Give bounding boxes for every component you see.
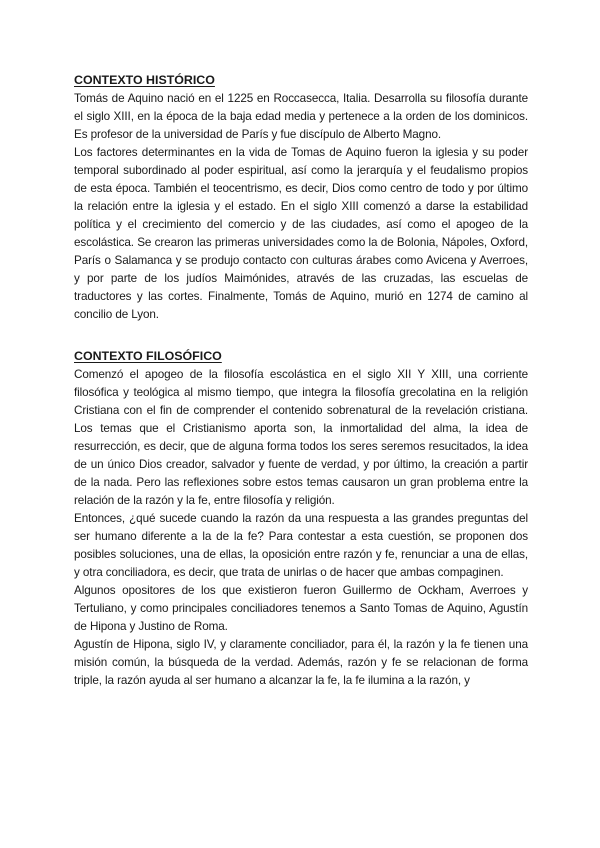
paragraph: Algunos opositores de los que existieron fueron Guillermo de Ockham, Averroes y Tertuliano, y como principales conciliadores tenemos a Santo Tomas de Aquino, Agustín de Hipona y Justino de Roma. xyxy=(74,584,528,633)
section-philosophical-context xyxy=(74,348,528,690)
section-historical-context xyxy=(74,72,528,324)
paragraph: Tomás de Aquino nació en el 1225 en Roccasecca, Italia. Desarrolla su filosofía durante el siglo XIII, en la época de la baja edad media y pertenece a la orden de los dominicos. Es profesor de la universidad de París y fue discípulo de Alberto Magno. xyxy=(74,92,528,141)
paragraph: Los factores determinantes en la vida de Tomas de Aquino fueron la iglesia y su poder temporal subordinado al poder espiritual, así como la jerarquía y el feudalismo propios de esta época. También el teocentrismo, es decir, Dios como centro de todo y por último la relación entre la iglesia y el estado. En el siglo XIII comenzó a darse la estabilidad política y el crecimiento del comercio y de las ciudades, así como el apogeo de la escolástica. Se crearon las primeras universidades como la de Bolonia, Nápoles, Oxford, París o Salamanca y se produjo contacto con culturas árabes como Avicena y Averroes, y por parte de los judíos Maimónides, através de las cruzadas, las escuelas de traductores y las cortes. Finalmente, Tomás de Aquino, murió en 1274 de camino al concilio de Lyon. xyxy=(74,146,528,321)
paragraph: Agustín de Hipona, siglo IV, y claramente conciliador, para él, la razón y la fe tienen una misión común, la búsqueda de la verdad. Además, razón y fe se relacionan de forma triple, la razón ayuda al ser humano a alcanzar la fe, la fe ilumina a la razón, y xyxy=(74,638,528,687)
section-heading: CONTEXTO HISTÓRICO xyxy=(74,73,215,87)
paragraph: Entonces, ¿qué sucede cuando la razón da una respuesta a las grandes preguntas del ser humano diferente a la de la fe? Para contestar a esta cuestión, se proponen dos posibles soluciones, una de ellas, la oposición entre razón y fe, renunciar a una de ellas, y otra conciliadora, es decir, que trata de unirlas o de hacer que ambas compaginen. xyxy=(74,512,528,579)
section-heading: CONTEXTO FILOSÓFICO xyxy=(74,349,222,363)
paragraph: Comenzó el apogeo de la filosofía escolástica en el siglo XII Y XIII, una corriente filosófica y teológica al mismo tiempo, que integra la filosofía grecolatina en la religión Cristiana con el fin de comprender el contenido sobrenatural de la revelación cristiana. Los temas que el Cristianismo aporta son, la inmortalidad del alma, la idea de resurrección, es decir, que de alguna forma todos los seres seremos resucitados, la idea de un único Dios creador, salvador y fuente de verdad, y por último, la creación a partir de la nada. Pero las reflexiones sobre estos temas causaron un gran problema entre la relación de la razón y la fe, entre filosofía y religión. xyxy=(74,368,528,507)
